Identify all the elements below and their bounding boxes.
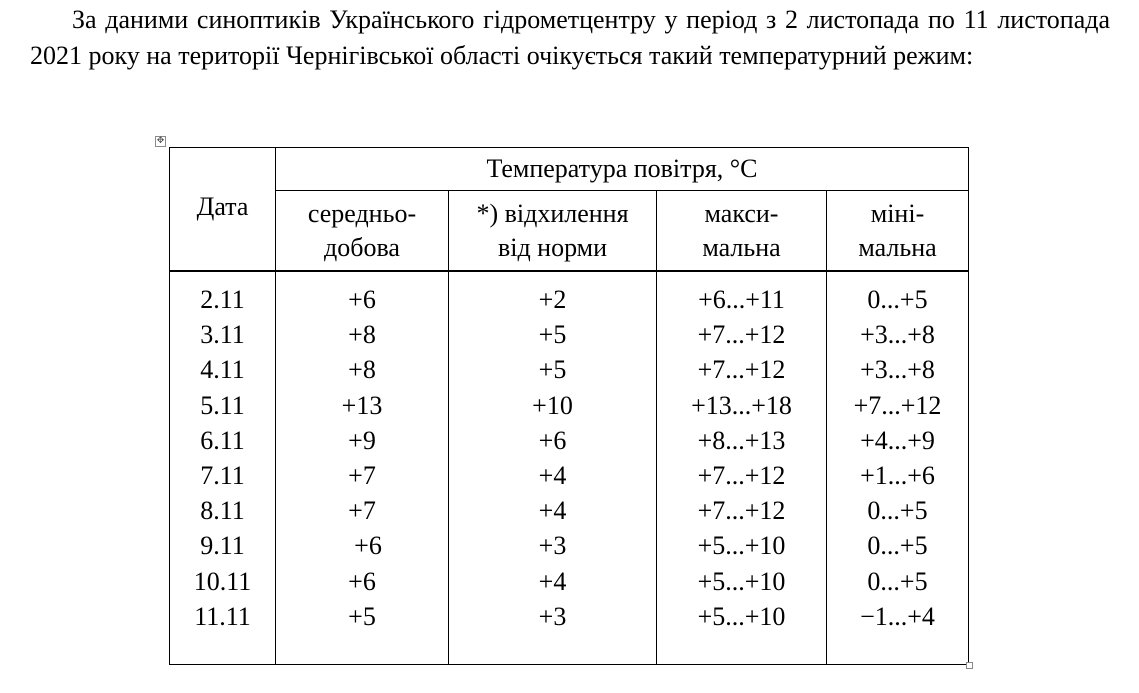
header-line: мальна (858, 232, 937, 262)
table-cell-min: +3...+8 (860, 355, 935, 385)
header-line: середньо- (307, 198, 417, 228)
header-line: *) відхилення (476, 198, 629, 228)
table-cell-min: +1...+6 (860, 461, 935, 491)
avg-column-header (276, 191, 449, 272)
table-cell-date: 6.11 (200, 425, 245, 455)
max-column-header (657, 191, 827, 272)
table-cell-avg: +13 (341, 390, 383, 420)
header-line: макси- (704, 198, 779, 228)
table-cell-date: 5.11 (200, 390, 245, 420)
table-cell-avg: +9 (348, 425, 376, 455)
table-cell-avg: +6 (354, 531, 382, 561)
table-cell-min: −1...+4 (860, 601, 935, 631)
table-cell-avg: +8 (348, 355, 376, 385)
table-cell-avg: +8 (348, 320, 376, 350)
table-move-handle-icon[interactable]: ✥ (156, 136, 165, 146)
table-cell-dev: +6 (538, 425, 567, 455)
table-cell-dev: +3 (538, 601, 567, 631)
table-cell-max: +5...+10 (697, 531, 786, 561)
deviation-column-cell (449, 271, 657, 665)
table-cell-date: 3.11 (200, 320, 245, 350)
table-cell-avg: +6 (348, 285, 376, 314)
table-cell-min: 0...+5 (867, 566, 928, 596)
table-cell-max: +5...+10 (697, 566, 786, 596)
table-cell-dev: +3 (538, 531, 567, 561)
date-column-cell (170, 271, 276, 665)
header-line: міні- (870, 198, 925, 228)
table-cell-avg: +7 (348, 461, 376, 491)
table-cell-date: 9.11 (200, 531, 245, 561)
table-cell-max: +6...+11 (698, 285, 785, 314)
table-cell-dev: +5 (538, 320, 567, 350)
table-cell-date: 2.11 (200, 285, 245, 314)
temperature-group-header: Температура повітря, °С (276, 148, 969, 191)
table-cell-max: +7...+12 (697, 461, 786, 491)
table-cell-avg: +5 (348, 601, 376, 631)
temperature-table (169, 147, 969, 665)
table-cell-dev: +4 (538, 496, 567, 526)
table-cell-max: +8...+13 (697, 425, 786, 455)
table-cell-dev: +10 (532, 390, 573, 420)
table-cell-date: 8.11 (200, 496, 245, 526)
table-cell-min: 0...+5 (867, 285, 928, 314)
table-cell-date: 11.11 (194, 601, 251, 631)
table-cell-max: +7...+12 (697, 496, 786, 526)
table-cell-date: 7.11 (200, 461, 245, 491)
table-resize-handle[interactable] (966, 662, 973, 669)
table-cell-dev: +4 (538, 566, 567, 596)
table-cell-max: +7...+12 (697, 320, 786, 350)
intro-paragraph: За даними синоптиків Українського гідрометцентру у період з 2 листопада по 11 листопада 2021 року на території Чернігівської області очікується такий температурний режим: (30, 5, 1110, 70)
table-cell-dev: +4 (538, 461, 567, 491)
table-cell-avg: +6 (348, 566, 376, 596)
table-cell-min: +7...+12 (853, 390, 942, 420)
table-cell-dev: +2 (538, 285, 567, 314)
date-column-header: Дата (170, 148, 276, 272)
table-cell-max: +7...+12 (697, 355, 786, 385)
table-cell-max: +13...+18 (691, 390, 792, 420)
table-cell-min: 0...+5 (867, 496, 928, 526)
table-cell-min: +3...+8 (860, 320, 935, 350)
header-line: мальна (702, 232, 781, 262)
min-column-cell (827, 271, 969, 665)
table-cell-avg: +7 (348, 496, 376, 526)
table-cell-date: 4.11 (200, 355, 245, 385)
deviation-column-header (449, 191, 657, 272)
table-cell-min: +4...+9 (860, 425, 935, 455)
avg-column-cell (276, 271, 449, 665)
table-cell-max: +5...+10 (697, 601, 786, 631)
table-cell-dev: +5 (538, 355, 567, 385)
table-cell-min: 0...+5 (867, 531, 928, 561)
table-cell-date: 10.11 (193, 566, 252, 596)
max-column-cell (657, 271, 827, 665)
min-column-header (827, 191, 969, 272)
header-line: від норми (497, 232, 608, 262)
header-line: добова (324, 232, 400, 262)
